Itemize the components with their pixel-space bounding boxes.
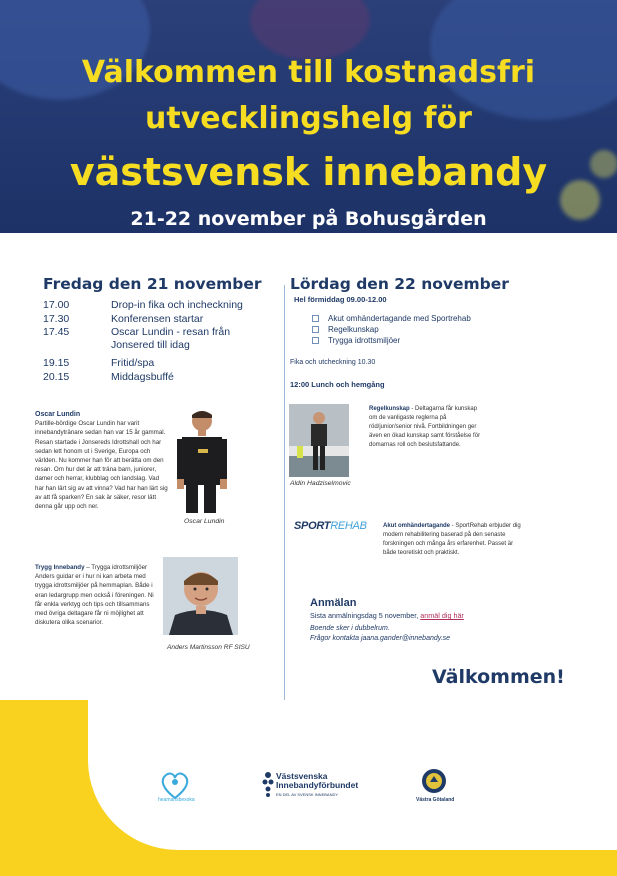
vif-logo-icon — [262, 771, 274, 797]
schedule-time: 19.15 — [43, 357, 70, 369]
anmalan-link[interactable]: anmäl dig här — [420, 611, 464, 620]
oscar-bio: Partille-bördige Oscar Lundin har varit innebandytränare sedan han var 15 år gammal. Resan startade i Jonsereds Idrottshall och har sedan lett honom ut i Sverige, Europa och världen. Nu kommer han för att berätta om den resan. Om hur det är att träna barn, juniorer, damer och herrar, klubblag och landslag. Vad har han lärt sig av att vinna? Vad har han lärt sig av att få sparken? En sak är säker, resor lätt denna går upp och ner. — [35, 420, 168, 511]
list-item — [312, 313, 471, 324]
akut-section — [383, 522, 528, 558]
saturday-lunch: 12:00 Lunch och hemgång — [290, 380, 385, 389]
trygg-text: Anders guidar er i hur ni kan arbeta med trygga idrottsmiljöer på hemmaplan. Både i eran ledargrupp men också i föreningen. Ni får enkla verktyg och tips och tillsammans med övriga deltagare får ni möjlighet att diskutera olika scenarior. — [35, 573, 154, 627]
logo-left-text: heamansbesoka — [158, 797, 195, 803]
welcome-text: Välkommen! — [432, 666, 565, 688]
list-item — [312, 335, 471, 346]
list-item-label: Akut omhändertagande med Sportrehab — [328, 314, 471, 323]
schedule-time: 17.00 — [43, 299, 70, 311]
saturday-title: Lördag den 22 november — [290, 275, 509, 293]
oscar-name: Oscar Lundin — [35, 411, 81, 418]
schedule-event: Oscar Lundin - resan från Jonsered till idag — [111, 326, 231, 351]
trygg-intro: – Trygga idrottsmiljöer — [84, 564, 148, 571]
schedule-time: 17.30 — [43, 313, 70, 325]
schedule-event: Fritid/spa — [111, 357, 155, 369]
schedule-time: 17.45 — [43, 326, 70, 338]
saturday-fika: Fika och utcheckning 10.30 — [290, 359, 376, 366]
aldin-photo — [289, 404, 349, 477]
sportrehab-logo-rehab: REHAB — [330, 520, 367, 532]
regel-text: - Deltagarna får kunskap om de vanligaste reglerna på röd/junior/senior nivå. Fortbildningen ger även en ökad kunskap samt förståelse för domarnas roll och beslutsfattande. — [369, 406, 481, 448]
list-item-label: Regelkunskap — [328, 325, 379, 334]
list-item — [312, 324, 471, 335]
schedule-time: 20.15 — [43, 371, 70, 383]
trygg-title: Trygg Innebandy — [35, 564, 85, 571]
list-item-label: Trygga idrottsmiljöer — [328, 336, 401, 345]
hero-title-line3: västsvensk innebandy — [69, 150, 548, 194]
schedule-event: Drop-in fika och incheckning — [111, 299, 243, 311]
bullet-icon — [312, 337, 319, 344]
regel-section — [369, 405, 487, 450]
anmalan-fragor: Frågor kontakta jaana.gander@innebandy.se — [310, 635, 451, 642]
regel-title: Regelkunskap — [369, 406, 410, 412]
hero-dates: 21-22 november på Bohusgården — [130, 208, 487, 230]
anmalan-deadline-line — [310, 611, 464, 620]
sportrehab-logo-sport: SPORT — [294, 520, 331, 532]
akut-text: - SportRehab erbjuder dig modern rehabilitering baserad på den senaste forskningen och många års erfarenhet. Passet är både teoretiskt och praktiskt. — [383, 523, 521, 556]
vif-logo-line1: Västsvenska — [276, 771, 328, 781]
logo-right-text: Västra Götaland — [416, 797, 455, 803]
hero-title-line1: Välkommen till kostnadsfri — [81, 55, 536, 90]
oscar-photo — [170, 405, 230, 513]
aldin-caption: Aldin Hadziselmovic — [290, 480, 351, 487]
friday-title: Fredag den 21 november — [43, 275, 262, 293]
anmalan-boende: Boende sker i dubbelrum. — [310, 625, 390, 632]
hero-bg-shape — [250, 0, 370, 60]
vif-logo-line2: Innebandyförbundet — [276, 780, 359, 790]
hero-banner — [0, 0, 617, 233]
anmalan-title: Anmälan — [310, 597, 357, 609]
akut-title: Akut omhändertagande — [383, 523, 451, 529]
vastra-gotaland-seal-icon — [421, 768, 447, 794]
vif-logo-text — [276, 772, 358, 799]
schedule-event: Middagsbuffé — [111, 371, 174, 383]
vif-logo-line3: EN DEL AV SVENSK INNEBANDY — [276, 792, 339, 797]
column-divider — [284, 285, 285, 700]
anders-photo — [163, 557, 238, 635]
sportrehab-logo — [294, 520, 367, 532]
bullet-icon — [312, 326, 319, 333]
saturday-list — [312, 313, 471, 346]
saturday-subtitle: Hel förmiddag 09.00-12.00 — [294, 295, 387, 304]
schedule-event: Konferensen startar — [111, 313, 204, 325]
anmalan-deadline: Sista anmälningsdag 5 november, — [310, 611, 421, 620]
trygg-section — [35, 563, 160, 627]
hero-title-line2: utvecklingshelg för — [145, 101, 472, 136]
oscar-caption: Oscar Lundin — [184, 518, 225, 525]
oscar-section — [35, 410, 168, 511]
bullet-icon — [312, 315, 319, 322]
anders-caption: Anders Martinsson RF SISU — [167, 644, 250, 651]
